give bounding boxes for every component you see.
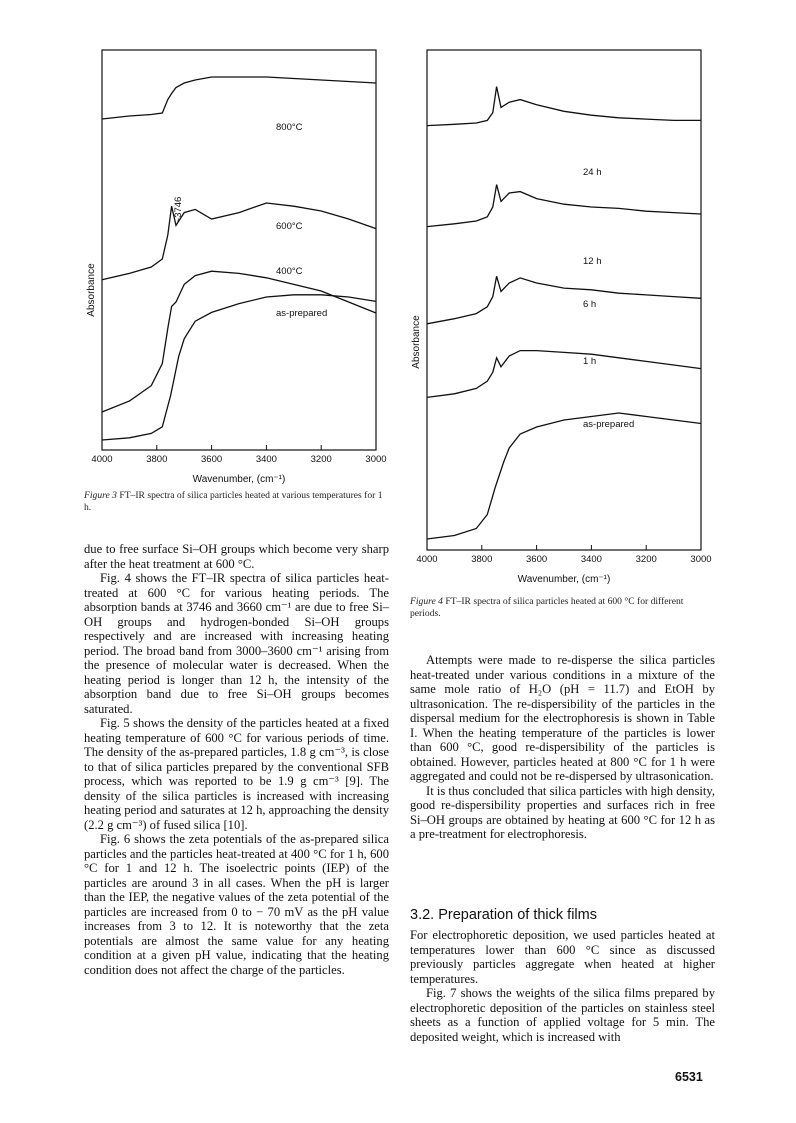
fig4-series-line — [427, 276, 701, 324]
paragraph: Fig. 5 shows the density of the particles heated at a fixed heating temperature of 600 °C for various periods of time. The density of the as-prepared particles, 1.8 g cm⁻³, is close to that of silica particles prepared by the conventional SFB process, which was reported to be 1.9 g cm⁻³ [9]. The density of the silica particles is increased with increasing heating period and saturates at 12 h, approaching the density (2.2 g cm⁻³) of fused silica [10]. — [84, 716, 389, 832]
paragraph: It is thus concluded that silica particles with high density, good re-dispersibility properties and surfaces rich in free Si–OH groups are obtained by heating at 600 °C for 12 h as a pre-treatment for electrophoresis. — [410, 783, 715, 841]
fig4-x-tick-label: 3000 — [690, 554, 712, 565]
paragraph: Attempts were made to re-disperse the silica particles heat-treated under various conditions in a mixture of the same mole ratio of H₂O (pH = 11.7) and EtOH by ultrasonication. The re-dispersibility of the particles in the dispersal medium for the electrophoresis is shown in Table I. When the heating temperature of the particles is lower than 600 °C, good re-dispersibility of the particles is obtained. However, particles heated at 800 °C for 1 h were aggregated and could not be re-dispersed by ultrasonication. — [410, 653, 715, 783]
fig3-x-tick-label: 3000 — [365, 454, 387, 465]
fig3-x-tick-label: 3600 — [201, 454, 223, 465]
figure-3-caption — [84, 490, 389, 514]
fig3-series-label: 400°C — [276, 266, 303, 277]
fig4-series-label: 24 h — [583, 167, 602, 178]
figure-3-caption-text: FT–IR spectra of silica particles heated at various temperatures for 1 h. — [84, 490, 383, 513]
fig3-series-line — [102, 295, 376, 440]
figure-3-x-axis-label: Wavenumber, (cm⁻¹) — [192, 474, 286, 485]
fig3-series-label: 800°C — [276, 122, 303, 133]
fig3-series-label: 600°C — [276, 221, 303, 232]
figure-3-caption-label: Figure 3 — [84, 490, 117, 501]
fig4-x-tick-label: 3800 — [471, 554, 493, 565]
fig4-series-line — [427, 351, 701, 398]
paragraph: Fig. 7 shows the weights of the silica films prepared by electrophoretic deposition of the particles on stainless steel sheets as a function of applied voltage for 5 min. The deposited weight, which is increased with — [410, 986, 715, 1044]
figure-4-chart — [405, 42, 715, 590]
fig3-x-tick-label: 3200 — [310, 454, 332, 465]
fig4-x-tick-label: 3600 — [526, 554, 548, 565]
paragraph: due to free surface Si–OH groups which become very sharp after the heat treatment at 600 °C. — [84, 542, 389, 571]
fig4-series-label: 6 h — [583, 299, 597, 310]
fig4-series-label: 12 h — [583, 256, 602, 267]
fig4-x-tick-label: 3400 — [580, 554, 602, 565]
fig4-series-line — [427, 87, 701, 126]
figure-3-frame — [102, 50, 376, 450]
fig3-peak-annotation: ~3746 — [173, 196, 184, 224]
fig3-x-tick-label: 3800 — [146, 454, 168, 465]
fig3-series-label: as-prepared — [276, 308, 328, 319]
section-body-text — [410, 928, 715, 1044]
figure-3-y-axis-label: Absorbance — [86, 263, 97, 317]
fig3-series-line — [102, 203, 376, 280]
figure-4-caption-label: Figure 4 — [410, 596, 443, 607]
fig4-x-tick-label: 4000 — [416, 554, 438, 565]
fig4-series-label: 1 h — [583, 356, 597, 367]
fig4-series-line — [427, 185, 701, 227]
figure-4-frame — [427, 50, 701, 550]
figure-4-caption-text: FT–IR spectra of silica particles heated at 600 °C for different periods. — [410, 596, 684, 619]
page-number: 6531 — [675, 1070, 703, 1084]
fig4-series-label: as-prepared — [583, 419, 635, 430]
fig4-x-tick-label: 3200 — [635, 554, 657, 565]
paragraph: Fig. 4 shows the FT–IR spectra of silica particles heat-treated at 600 °C for various heating periods. The absorption bands at 3746 and 3660 cm⁻¹ are due to free Si–OH groups and hydrogen-bonded Si–OH groups respectively and are increased with increasing heating period. The broad band from 3000–3600 cm⁻¹ arising from the presence of molecular water is decreased. When the heating period is longer than 12 h, the intensity of the absorption band due to free Si–OH groups becomes saturated. — [84, 571, 389, 716]
fig3-x-tick-label: 4000 — [91, 454, 113, 465]
figure-4-y-axis-label: Absorbance — [411, 315, 422, 369]
fig3-x-tick-label: 3400 — [255, 454, 277, 465]
fig4-series-line — [427, 413, 701, 539]
figure-4-x-axis-label: Wavenumber, (cm⁻¹) — [517, 574, 611, 585]
paragraph: For electrophoretic deposition, we used particles heated at temperatures lower than 600 °C since as discussed previously particles aggregate when heated at higher temperatures. — [410, 928, 715, 986]
section-heading: 3.2. Preparation of thick films — [410, 907, 597, 923]
fig3-series-line — [102, 77, 376, 119]
figure-4-caption — [410, 596, 715, 620]
right-column-text — [410, 653, 715, 842]
paragraph: Fig. 6 shows the zeta potentials of the as-prepared silica particles and the particles heat-treated at 400 °C for 1 h, 600 °C for 1 and 12 h. The isoelectric points (IEP) of the particles are around 3 in all cases. When the pH is larger than the IEP, the negative values of the zeta potential of the particles are increased from 0 to − 70 mV as the pH value increases from 3 to 12. It is noteworthy that the zeta potentials are almost the same value for any heating condition at a given pH value, indicating that the heating condition does not affect the charge of the particles. — [84, 832, 389, 977]
left-column-text — [84, 542, 389, 977]
figure-3-chart — [80, 42, 390, 487]
fig3-series-line — [102, 271, 376, 412]
